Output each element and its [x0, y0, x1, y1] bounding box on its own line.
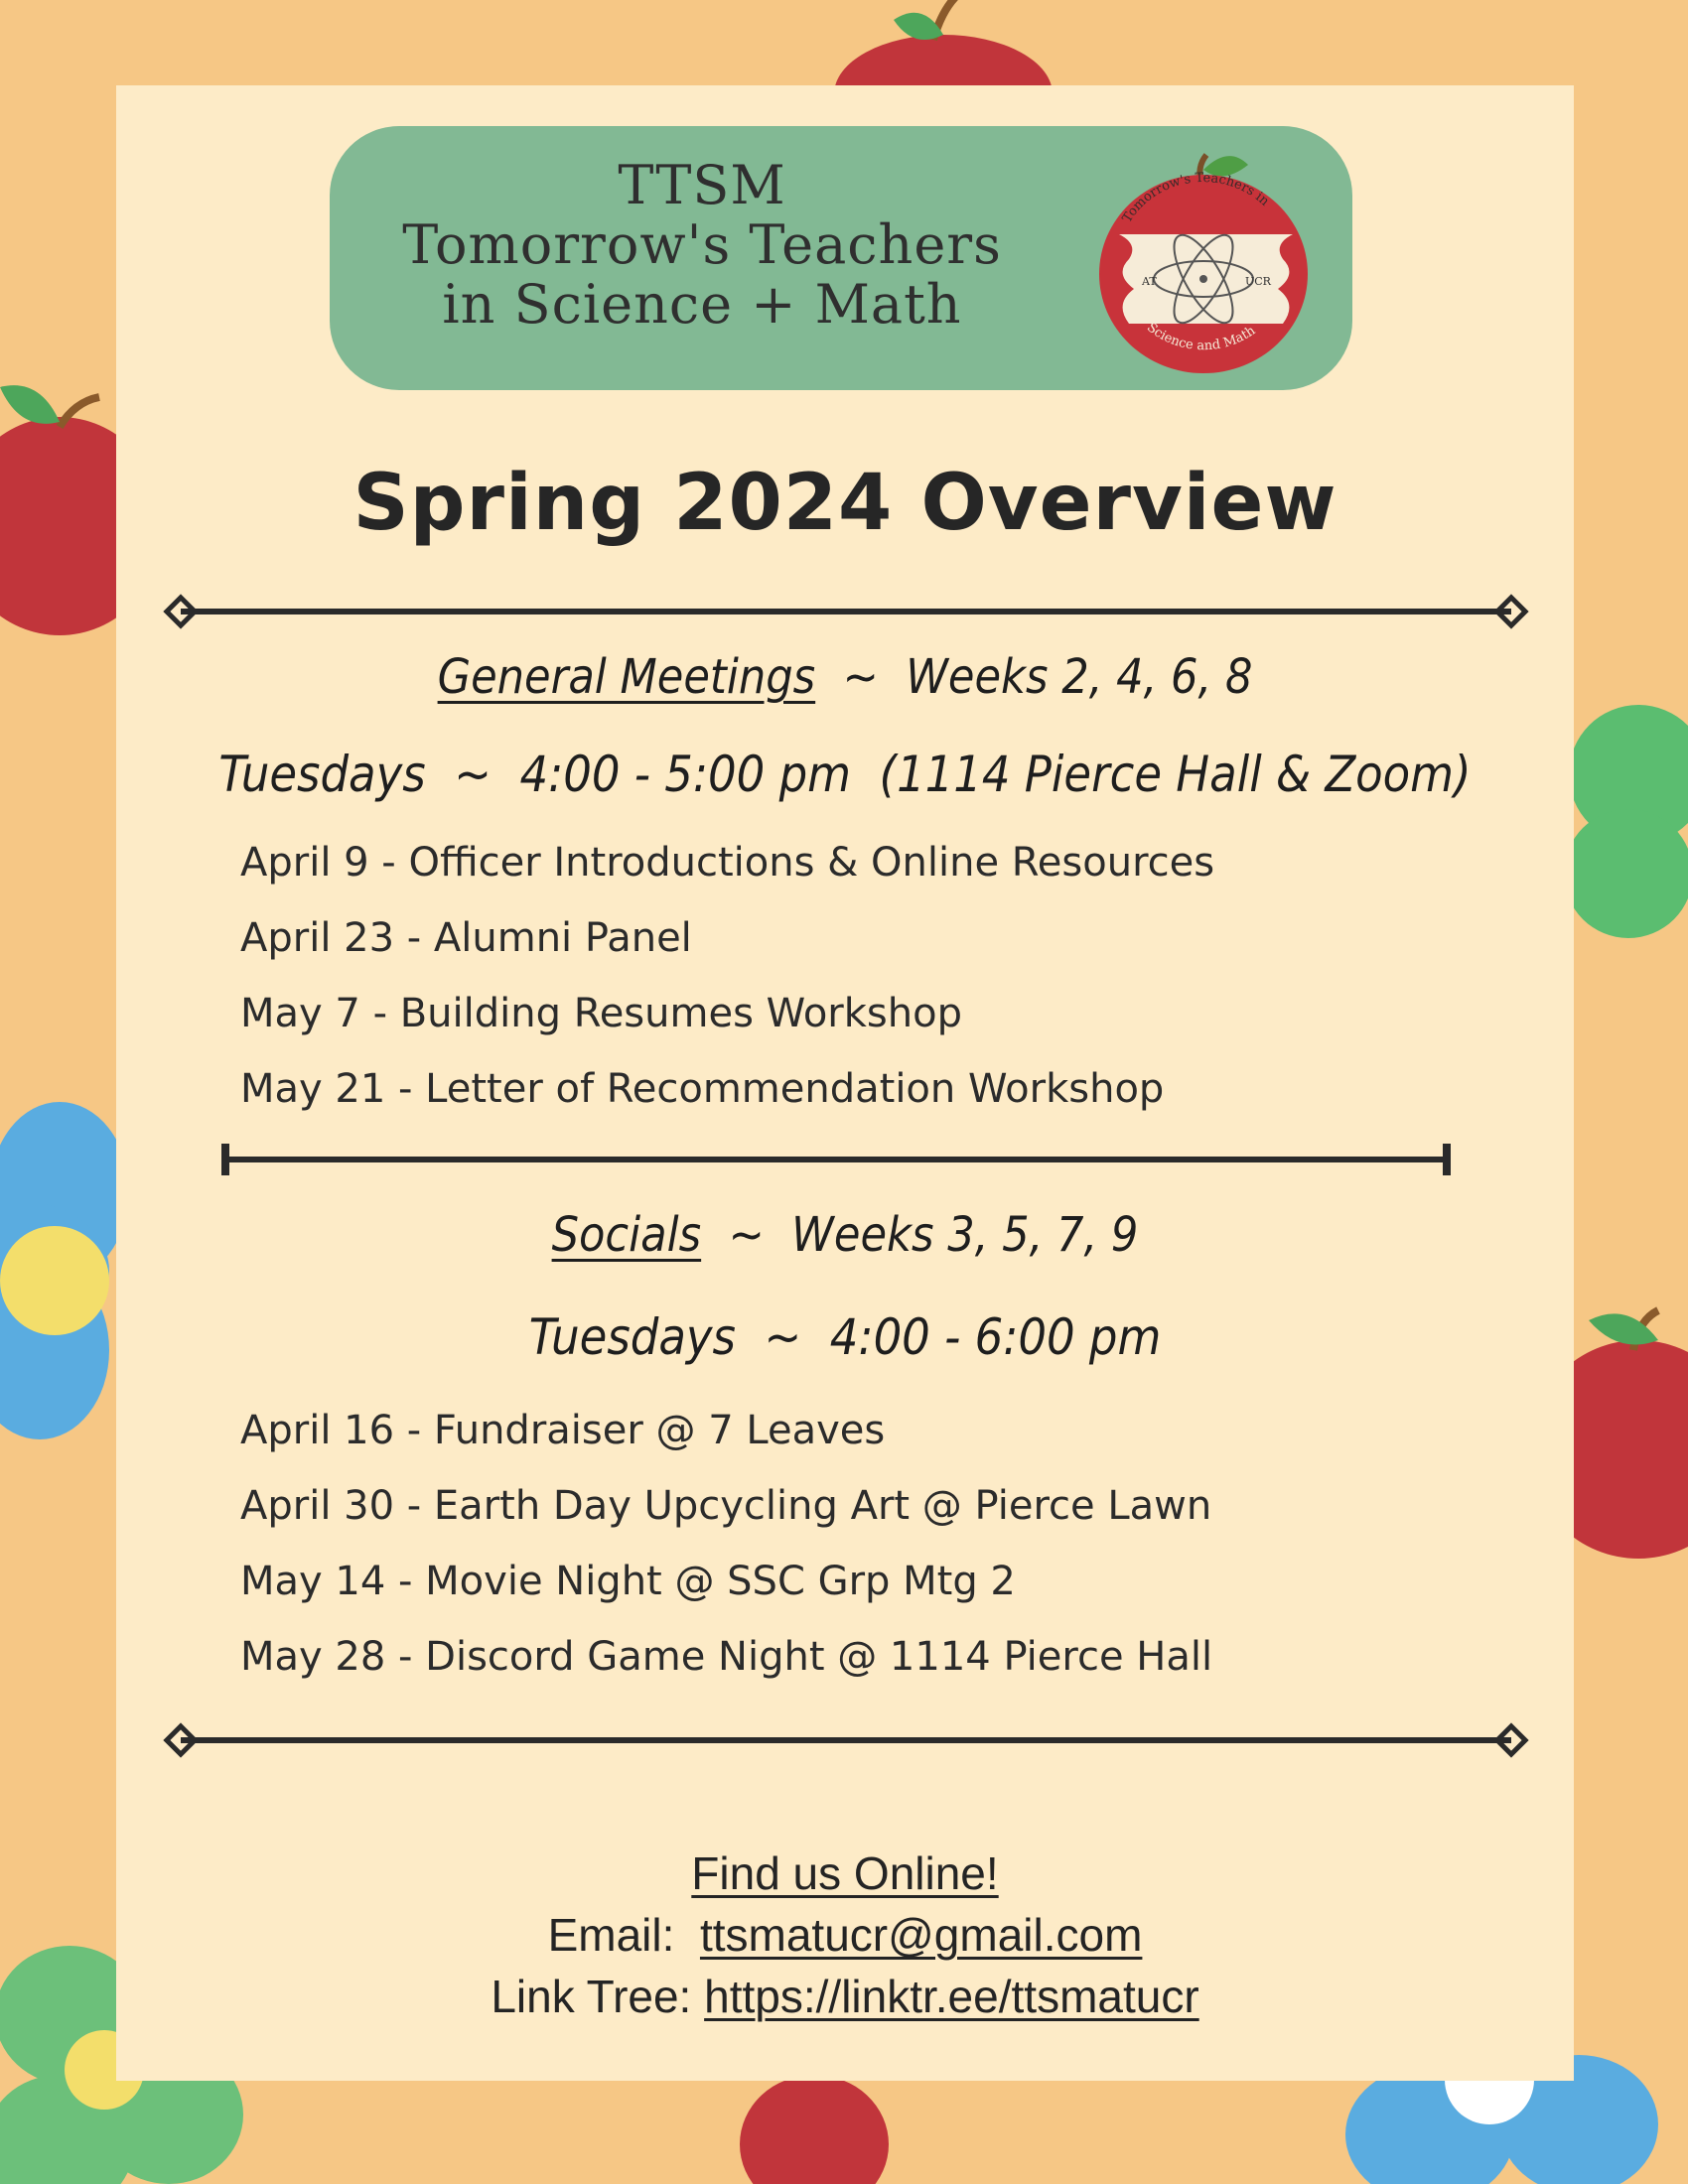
contact-footer	[116, 1843, 1574, 2027]
logo-left-text: AT	[1142, 275, 1157, 288]
general-meetings-label: General Meetings	[437, 649, 816, 705]
page-title: Spring 2024 Overview	[352, 459, 1337, 548]
socials-event-list	[240, 1393, 1481, 1695]
find-us-heading: Find us Online!	[691, 1847, 999, 1899]
linktree-link[interactable]: https://linktr.ee/ttsmatucr	[704, 1971, 1199, 2022]
banner-title	[354, 156, 1050, 335]
logo-right-text: UCR	[1245, 275, 1271, 288]
event-item: May 14 - Movie Night @ SSC Grp Mtg 2	[240, 1559, 1016, 1604]
banner-acronym: TTSM	[618, 154, 786, 216]
event-item: April 30 - Earth Day Upcycling Art @ Pierce Lawn	[240, 1483, 1212, 1529]
header-banner	[330, 126, 1352, 390]
event-item: May 28 - Discord Game Night @ 1114 Pierce Hall	[240, 1634, 1213, 1680]
divider-bottom	[161, 1720, 1531, 1760]
general-meetings-heading	[116, 649, 1574, 705]
socials-label: Socials	[551, 1207, 702, 1263]
event-item: May 7 - Building Resumes Workshop	[240, 991, 962, 1036]
club-logo	[1084, 140, 1321, 378]
socials-weeks: Weeks 3, 5, 7, 9	[791, 1207, 1139, 1263]
divider-top	[161, 592, 1531, 631]
socials-schedule: Tuesdays ~ 4:00 - 6:00 pm	[528, 1308, 1162, 1366]
event-item: April 16 - Fundraiser @ 7 Leaves	[240, 1408, 886, 1453]
email-label: Email:	[547, 1909, 675, 1961]
flower-icon	[1564, 705, 1688, 938]
email-link[interactable]: ttsmatucr@gmail.com	[699, 1909, 1143, 1961]
socials-heading	[116, 1207, 1574, 1263]
event-item: April 9 - Officer Introductions & Online Resources	[240, 840, 1215, 886]
banner-name-line1: Tomorrow's Teachers	[402, 213, 1002, 276]
banner-name-line2: in Science + Math	[442, 273, 962, 336]
general-sep: ~	[842, 649, 879, 705]
general-schedule: Tuesdays ~ 4:00 - 5:00 pm (1114 Pierce Hall & Zoom)	[218, 746, 1472, 803]
event-item: April 23 - Alumni Panel	[240, 915, 692, 961]
general-event-list	[240, 825, 1481, 1127]
logo-top-text: Tomorrow's Teachers in	[1119, 170, 1272, 226]
socials-sep: ~	[728, 1207, 765, 1263]
divider-middle	[220, 1140, 1452, 1179]
linktree-label: Link Tree:	[491, 1971, 692, 2022]
general-weeks: Weeks 2, 4, 6, 8	[906, 649, 1253, 705]
apple-icon	[740, 2075, 889, 2184]
flower-icon	[0, 1102, 129, 1439]
event-item: May 21 - Letter of Recommendation Workshop	[240, 1066, 1165, 1112]
flyer-card	[116, 85, 1574, 2081]
logo-bottom-text: Science and Math	[1144, 320, 1259, 354]
